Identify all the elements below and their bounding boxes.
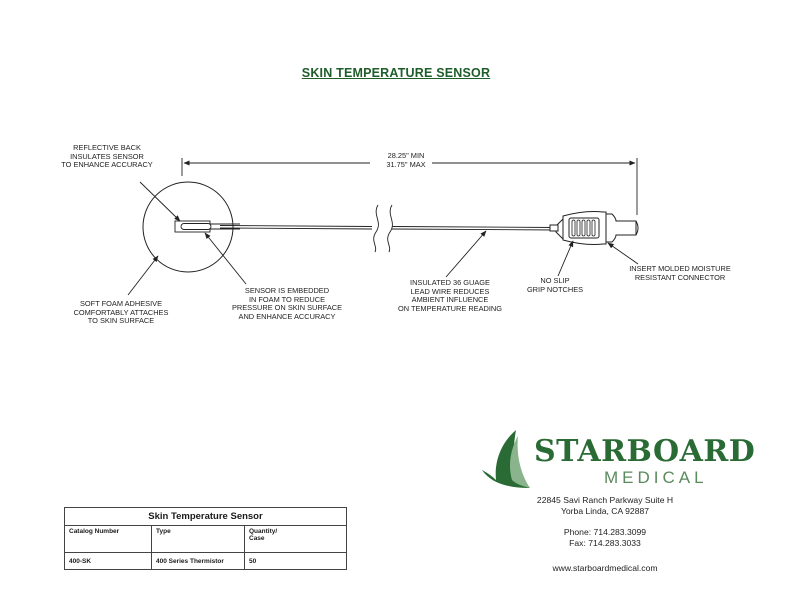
callout-line: AND ENHANCE ACCURACY — [238, 311, 336, 321]
website-link[interactable]: www.starboardmedical.com — [552, 563, 658, 573]
callout-line: NO SLIP — [540, 276, 570, 285]
contact-web — [505, 563, 705, 574]
logo-brand: STARBOARD — [534, 434, 756, 469]
callout-line: REFLECTIVE BACK — [73, 143, 141, 152]
callout-line: TO SKIN SURFACE — [87, 316, 155, 326]
table-cell-quantity: 50 — [245, 553, 347, 570]
spec-table — [64, 507, 347, 570]
dimension-max: 31.75" MAX — [386, 159, 426, 169]
callout-line: SENSOR IS EMBEDDED — [244, 286, 330, 295]
table-cell-type: 400 Series Thermistor — [152, 553, 245, 570]
callout-soft-foam — [66, 300, 176, 326]
dimension-min: 28.25" MIN — [387, 151, 425, 160]
callout-line: LEAD WIRE REDUCES — [410, 286, 490, 296]
column-header-quantity: Quantity/ Case — [245, 526, 347, 553]
contact-phone — [505, 527, 705, 549]
thermistor-element — [175, 221, 240, 232]
callout-line: INSULATES SENSOR — [70, 151, 144, 161]
phone: Phone: 714.283.3099 — [563, 527, 647, 537]
callout-connector — [620, 265, 740, 282]
callout-line: AMBIENT INFLUENCE — [411, 295, 489, 305]
column-header-type: Type — [152, 526, 245, 553]
starboard-logo — [482, 428, 756, 490]
callout-line: INSERT MOLDED MOISTURE — [629, 264, 731, 273]
table-title: Skin Temperature Sensor — [65, 508, 347, 526]
address-line-2: Yorba Linda, CA 92887 — [560, 506, 650, 516]
dimension-label — [378, 152, 434, 169]
table-cell-catalog: 400-SK — [65, 553, 152, 570]
callout-line: SOFT FOAM ADHESIVE — [80, 299, 162, 308]
connector — [550, 212, 638, 245]
callout-line: GRIP NOTCHES — [526, 284, 584, 294]
logo-subtitle: MEDICAL — [604, 468, 708, 487]
callout-insulated-wire — [390, 279, 510, 313]
callout-line: RESISTANT CONNECTOR — [634, 272, 726, 282]
contact-address — [505, 495, 705, 517]
callout-line: INSULATED 36 GUAGE — [410, 278, 490, 287]
callout-line: COMFORTABLY ATTACHES — [73, 307, 169, 317]
lead-wire — [220, 205, 556, 252]
callout-line: PRESSURE ON SKIN SURFACE — [231, 303, 343, 313]
page-title: SKIN TEMPERATURE SENSOR — [301, 66, 491, 80]
callout-line: IN FOAM TO REDUCE — [248, 294, 326, 304]
callout-line: TO ENHANCE ACCURACY — [61, 160, 153, 170]
column-header-catalog: Catalog Number — [65, 526, 152, 553]
callout-grip-notches — [522, 277, 588, 294]
address-line-1: 22845 Savi Ranch Parkway Suite H — [536, 495, 674, 505]
callout-sensor-embedded — [222, 287, 352, 321]
sail-icon — [482, 428, 534, 490]
fax: Fax: 714.283.3033 — [569, 538, 641, 548]
callout-line: ON TEMPERATURE READING — [397, 303, 503, 313]
callout-reflective-back — [52, 144, 162, 170]
table-row — [65, 553, 347, 570]
